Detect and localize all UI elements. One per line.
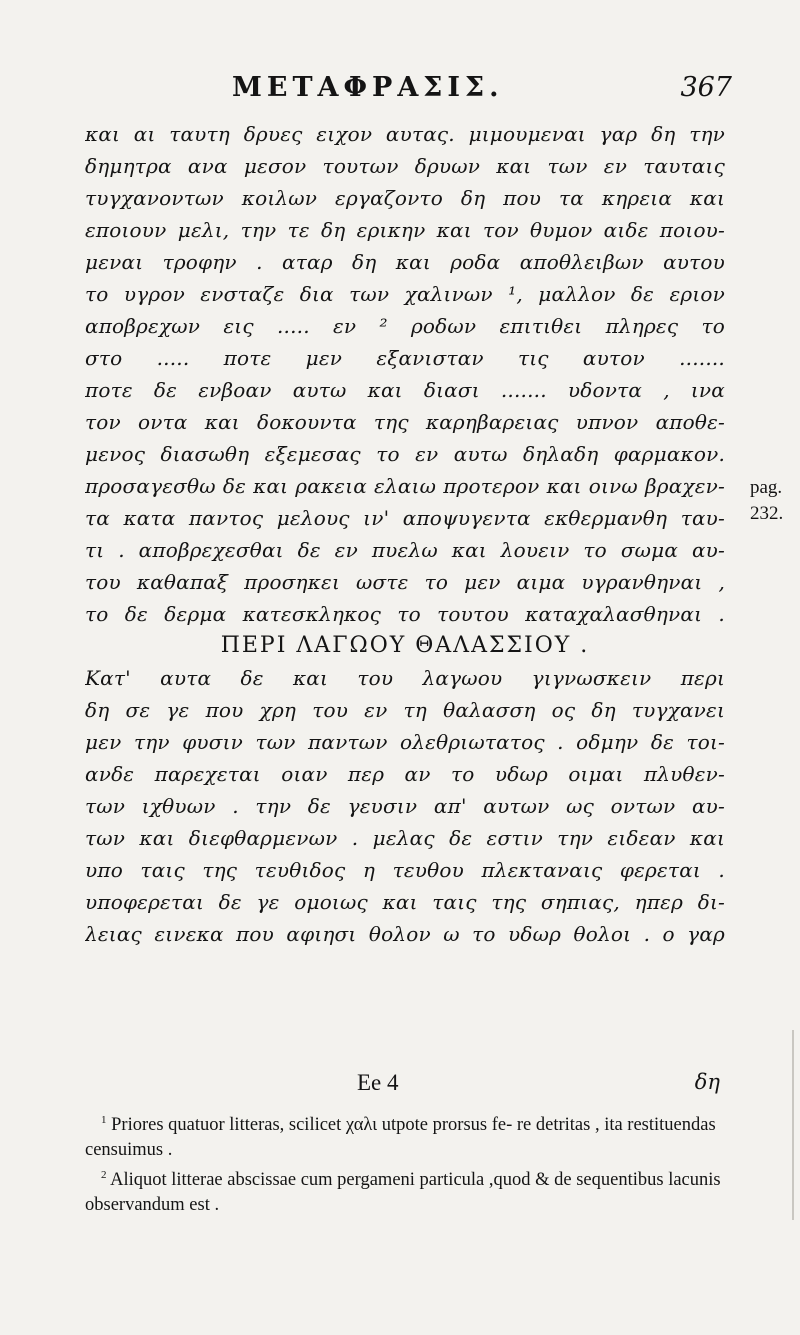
text-line: τον οντα και δοκουντα της καρηβαρειας υπνον αποθε- [85, 410, 725, 434]
footnote [85, 1108, 725, 1163]
margin-note-number: 232. [750, 503, 784, 524]
text-line: το υγρον ενσταζε δια των χαλινων ¹, μαλλον δε εριον [85, 282, 725, 306]
text-line: τυγχανοντων κοιλων εργαζοντο δη που τα κηρεια και [85, 186, 725, 210]
text-line: λειας εινεκα που αφιησι θολον ω το υδωρ θολοι . ο γαρ [85, 922, 725, 946]
page-number: 367 [680, 72, 732, 103]
section-heading: ΠΕΡΙ ΛΑΓΩΟΥ ΘΑΛΑΣΣΙΟΥ . [220, 633, 590, 658]
footnote-marker: 1 [101, 1114, 107, 1126]
text-line: αποβρεχων εις ..... εν ² ροδων επιτιθει πληρες το [85, 314, 725, 338]
text-line: υποφερεται δε γε ομοιως και ταις της σηπιας, ηπερ δι- [85, 890, 725, 914]
text-line: μεν την φυσιν των παντων ολεθριωτατος . οδμην δε τοι- [85, 730, 725, 754]
text-line: μεναι τροφην . αταρ δη και ροδα αποθλειβων αυτου [85, 250, 725, 274]
text-line: των και διεφθαρμενων . μελας δε εστιν την ειδεαν και [85, 826, 725, 850]
text-line: ανδε παρεχεται οιαν περ αν το υδωρ οιμαι πλυθεν- [85, 762, 725, 786]
footnotes [85, 1108, 725, 1218]
catchword: δη [694, 1070, 720, 1094]
text-line: το δε δερμα κατεσκληκος το τουτου καταχαλασθηναι . [85, 602, 725, 626]
footnote [85, 1163, 725, 1218]
text-line: ποτε δε ενβοαν αυτω και διασι ....... υδοντα , ινα [85, 378, 725, 402]
text-line: στο ..... ποτε μεν εξανισταν τις αυτον ....... [85, 346, 725, 370]
text-line: Κατ' αυτα δε και του λαγωου γιγνωσκειν περι [85, 666, 725, 690]
text-line: δη σε γε που χρη του εν τη θαλασση ος δη τυγχανει [85, 698, 725, 722]
margin-note [750, 475, 790, 527]
text-line: τι . αποβρεχεσθαι δε εν πυελω και λουειν το σωμα αυ- [85, 538, 725, 562]
footnote-text: Priores quatuor litteras, scilicet χαλι utpote prorsus fe- re detritas , ita restituendas censuimus . [85, 1115, 716, 1161]
text-line: του καθαπαξ προσηκει ωστε το μεν αιμα υγρανθηναι , [85, 570, 725, 594]
running-title: ΜΕΤΑΦΡΑΣΙΣ. [232, 72, 504, 103]
text-line: και αι ταυτη δρυες ειχον αυτας. μιμουμεναι γαρ δη την [85, 122, 725, 146]
signature-mark: Ee 4 [357, 1070, 399, 1095]
text-line: δημητρα ανα μεσον τουτων δρυων και των εν ταυταις [85, 154, 725, 178]
signature-line [85, 1070, 725, 1104]
page-header [232, 72, 732, 112]
footnote-marker: 2 [101, 1169, 107, 1182]
text-line: των ιχθυων . την δε γευσιν απ' αυτων ως οντων αυ- [85, 794, 725, 818]
text-line: τα κατα παντος μελους ιν' αποψυγεντα εκθερμανθη ταυ- [85, 506, 725, 530]
footnote-text: Aliquot litterae abscissae cum pergameni particula ,quod & de sequentibus lacunis observandum est . [85, 1170, 721, 1216]
main-text [85, 118, 725, 950]
margin-note-label: pag. [750, 477, 783, 498]
text-line: εποιουν μελι, την τε δη ερικην και τον θυμον αιδε ποιου- [85, 218, 725, 242]
page-edge-shadow [792, 1030, 794, 1220]
text-line: προσαγεσθω δε και ρακεια ελαιω προτερον και οινω βραχεν- [85, 474, 725, 498]
text-line: υπο ταις της τευθιδος η τευθου πλεκταναις φερεται . [85, 858, 725, 882]
text-line: μενος διασωθη εξεμεσας το εν αυτω δηλαδη φαρμακον. [85, 442, 725, 466]
